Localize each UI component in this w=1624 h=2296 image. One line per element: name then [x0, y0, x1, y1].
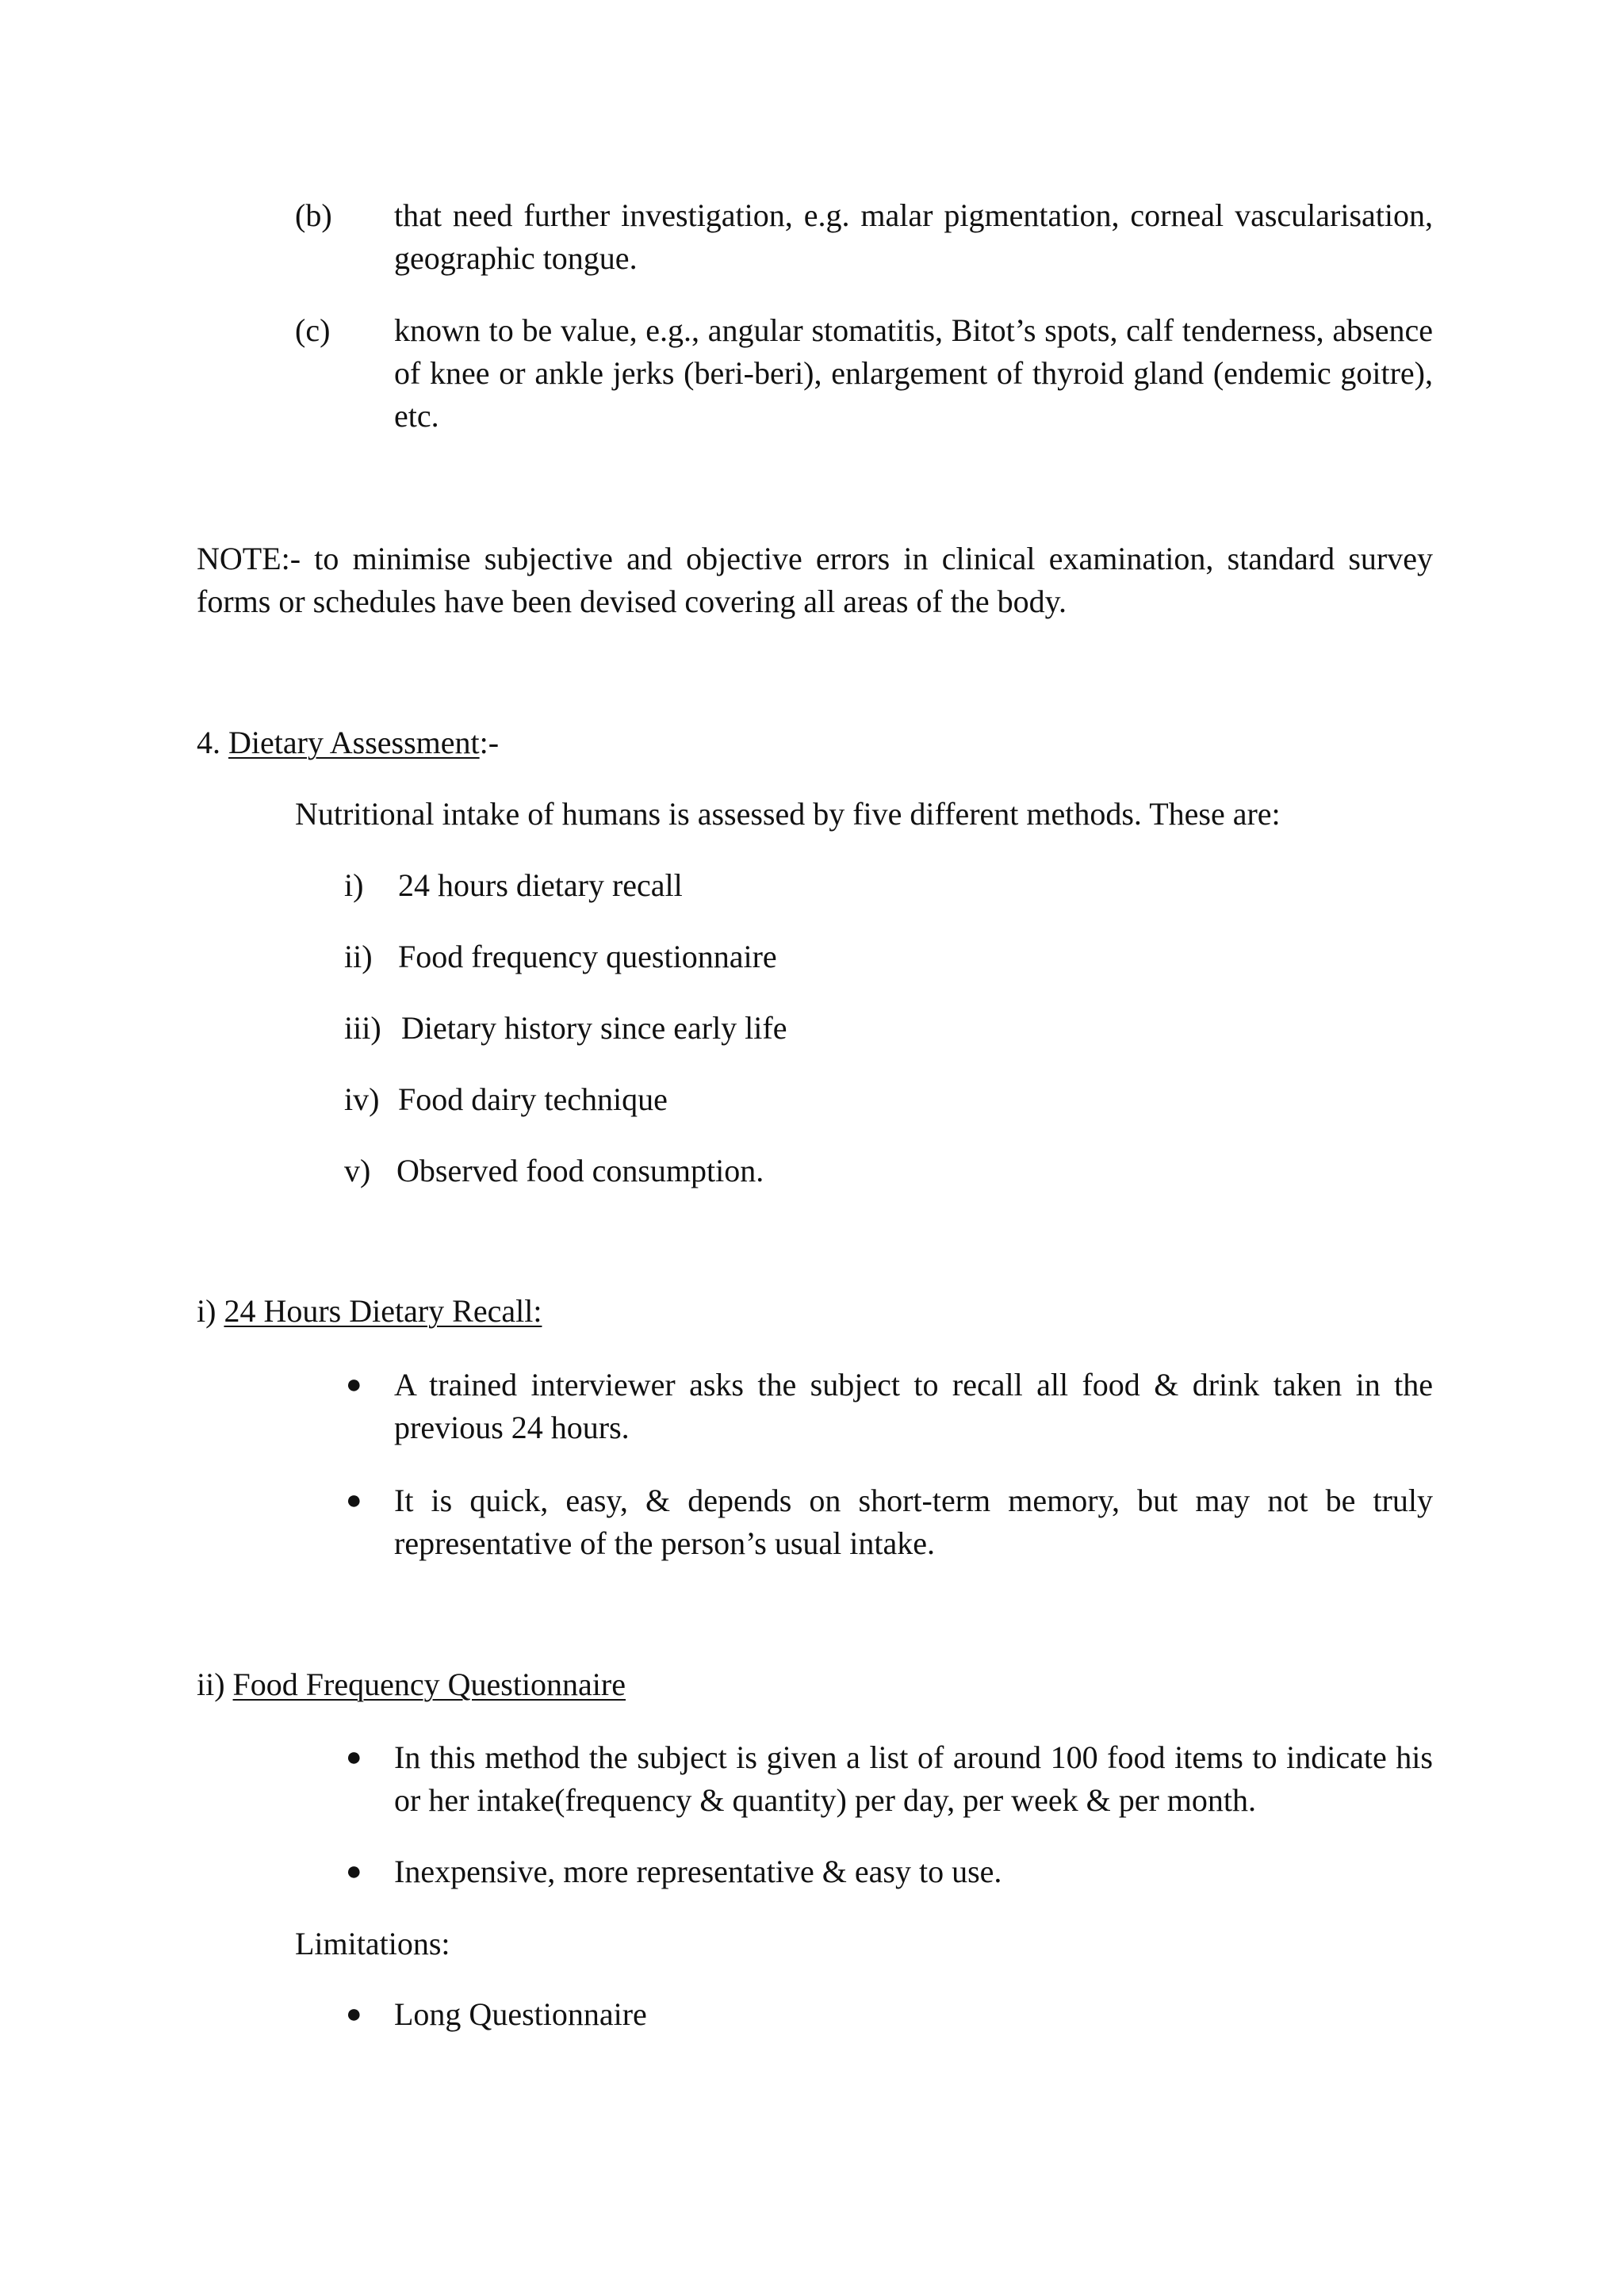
- method-number: iii): [344, 1010, 381, 1046]
- method-number: iv): [344, 1081, 380, 1117]
- limitation-item: Long Questionnaire: [394, 1996, 647, 2032]
- method-number: v): [344, 1153, 371, 1188]
- section-intro: Nutritional intake of humans is assessed by five different methods. These are:: [295, 796, 1281, 832]
- item-text-c: known to be value, e.g., angular stomatitis, Bitot’s spots, calf tenderness, absence of knee or ankle jerks (beri-beri), enlargement of thyroid gland (endemic goitre), etc.: [394, 312, 1433, 434]
- section-title: Dietary Assessment: [228, 725, 480, 760]
- bullet-text: A trained interviewer asks the subject to recall all food & drink taken in the previous 24 hours.: [394, 1367, 1433, 1445]
- method-text: Observed food consumption.: [396, 1153, 764, 1188]
- item-text-b: that need further investigation, e.g. malar pigmentation, corneal vascularisation, geographic tongue.: [394, 197, 1433, 276]
- method-text: Dietary history since early life: [401, 1010, 787, 1046]
- subsection-heading-ffq: [197, 1663, 626, 1706]
- section-number: 4.: [197, 725, 220, 760]
- subsection-title: Food Frequency Questionnaire: [232, 1667, 626, 1702]
- section-title-suffix: :-: [479, 725, 500, 760]
- limitations-label: Limitations:: [295, 1926, 450, 1961]
- method-text: Food dairy technique: [398, 1081, 668, 1117]
- section-heading-dietary-assessment: [197, 721, 499, 764]
- subsection-number: ii): [197, 1667, 225, 1702]
- method-number: i): [344, 867, 364, 903]
- item-label-c: (c): [295, 312, 331, 348]
- subsection-heading-recall: [197, 1290, 542, 1333]
- method-text: Food frequency questionnaire: [398, 939, 777, 974]
- bullet-dot: ●: [346, 1857, 362, 1886]
- bullet-dot: ●: [346, 1486, 362, 1515]
- bullet-dot: ●: [346, 1999, 362, 2029]
- note-paragraph: NOTE:- to minimise subjective and objective errors in clinical examination, standard survey forms or schedules have been devised covering all areas of the body.: [197, 541, 1433, 619]
- method-number: ii): [344, 939, 373, 974]
- item-label-b: (b): [295, 197, 332, 233]
- bullet-text: Inexpensive, more representative & easy to use.: [394, 1854, 1002, 1889]
- bullet-text: It is quick, easy, & depends on short-term memory, but may not be truly representative of the person’s usual intake.: [394, 1483, 1433, 1561]
- bullet-dot: ●: [346, 1370, 362, 1399]
- subsection-title: 24 Hours Dietary Recall:: [224, 1293, 542, 1329]
- bullet-dot: ●: [346, 1743, 362, 1772]
- subsection-number: i): [197, 1293, 216, 1329]
- method-text: 24 hours dietary recall: [398, 867, 683, 903]
- bullet-text: In this method the subject is given a list of around 100 food items to indicate his or her intake(frequency & quantity) per day, per week & per month.: [394, 1739, 1433, 1818]
